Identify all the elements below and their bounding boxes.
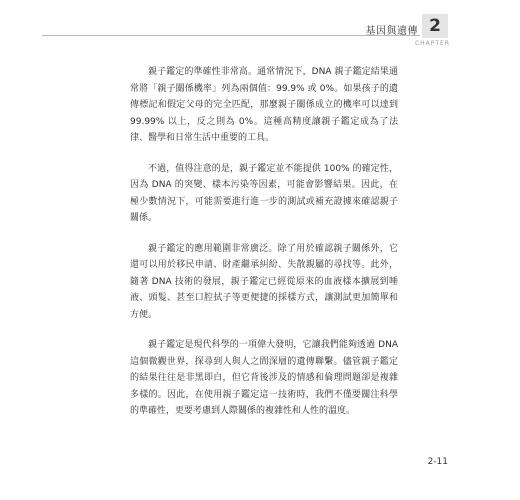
body-text (130, 64, 398, 434)
page-header (0, 14, 520, 47)
chapter-number-box (422, 14, 448, 38)
chapter-number: 2 (429, 16, 441, 36)
chapter-label: CHAPTER (414, 40, 450, 47)
header-rule (42, 35, 420, 36)
paragraph-accuracy: 親子鑑定的準確性非常高。通常情況下，DNA 親子鑑定結果通常將「親子關係機率」列為兩個值：99.9% 或 0%。如果孩子的遺傳標記和假定父母的完全匹配，那麼親子關係成立的機率可以達到 99.99% 以上，反之則為 0%。這種高精度讓親子鑑定成為了法律、醫學和日常生活中重要的工具。 (130, 67, 398, 143)
running-header-title: 基因與遺傳 (365, 26, 418, 37)
paragraph-conclusion: 親子鑑定是現代科學的一項偉大發明，它讓我們能夠透過 DNA 這個微觀世界，探尋到人與人之間深層的遺傳聯繫。儘管親子鑑定的結果往往是非黑即白，但它背後涉及的情感和倫理問題卻是複雜多樣的。因此，在使用親子鑑定這一技術時，我們不僅要關注科學的準確性，更要考慮到人際關係的複雜性和人性的溫度。 (130, 340, 398, 416)
paragraph-limitations: 不過，值得注意的是，親子鑑定並不能提供 100% 的確定性，因為 DNA 的突變、樣本污染等因素，可能會影響結果。因此，在極少數情況下，可能需要進行進一步的測試或補充證據來確認親子關係。 (130, 163, 398, 223)
page-number: 2-11 (427, 457, 448, 467)
paragraph-applications: 親子鑑定的應用範圍非常廣泛。除了用於確認親子關係外，它還可以用於移民申請、財產繼承糾紛、失散親屬的尋找等。此外，隨著 DNA 技術的發展，親子鑑定已經從原來的血液樣本擴展到唾液、頭髮、甚至口腔拭子等更便捷的採樣方式，讓測試更加簡單和方便。 (130, 243, 398, 320)
